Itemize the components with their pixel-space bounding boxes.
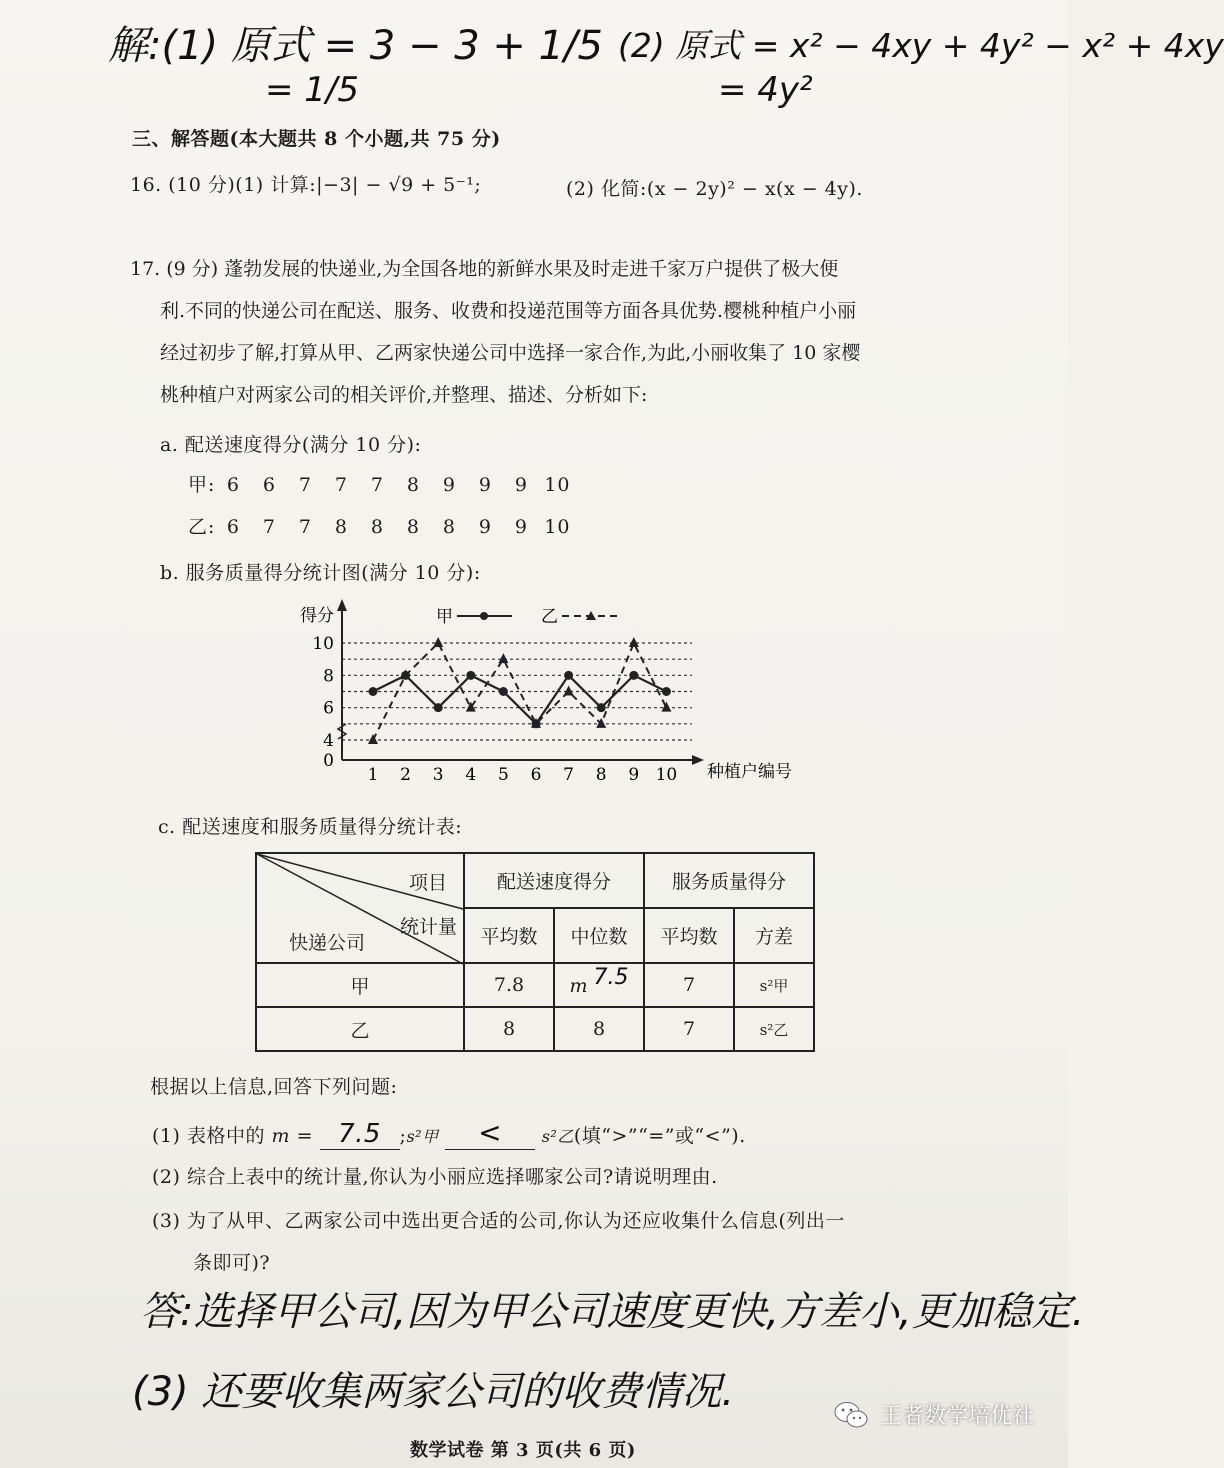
watermark	[834, 1399, 1034, 1430]
s-yi: s²乙	[541, 1127, 574, 1146]
series-jia-point	[597, 703, 606, 712]
score: 8	[406, 474, 420, 496]
question-17-3-line2: 条即可)?	[193, 1252, 271, 1274]
row-median	[554, 963, 644, 1007]
score: 9	[478, 474, 492, 496]
median-symbol: m	[569, 974, 588, 997]
col-median: 中位数	[554, 908, 644, 963]
question-16-part2: (2) 化简:(x − 2y)² − x(x − 4y).	[566, 178, 863, 200]
chart-gridlines	[342, 643, 692, 740]
handwritten-answer-2: 答:选择甲公司,因为甲公司速度更快,方差小,更加稳定.	[140, 1289, 1085, 1335]
series-yi-point	[564, 686, 574, 696]
score: 10	[544, 516, 571, 538]
score: 8	[334, 516, 348, 538]
score: 8	[442, 516, 456, 538]
score: 8	[370, 516, 384, 538]
series-yi-point	[498, 653, 508, 663]
row-service-mean: 7	[644, 1007, 734, 1051]
q1-m: m =	[271, 1125, 313, 1147]
axis-break-icon	[338, 724, 346, 739]
x-tick-label: 2	[400, 765, 412, 785]
q1-suffix: (填“>”“=”或“<”).	[573, 1125, 746, 1147]
handwritten-answer-3: (3) 还要收集两家公司的收费情况.	[132, 1369, 735, 1415]
chart-series	[368, 637, 671, 744]
series-yi-point	[661, 702, 671, 712]
row-service-mean: 7	[644, 963, 734, 1007]
score: 9	[442, 474, 456, 496]
score: 9	[514, 474, 528, 496]
score: 7	[262, 516, 276, 538]
series-jia-point	[564, 671, 573, 680]
series-yi-point	[368, 734, 378, 744]
y-tick-label: 0	[323, 751, 334, 771]
table-row	[256, 1007, 814, 1051]
wechat-icon	[834, 1401, 868, 1429]
score: 9	[478, 516, 492, 538]
group-speed-header: 配送速度得分	[464, 853, 644, 908]
legend-jia-label: 甲	[436, 607, 453, 627]
row-label: 甲:	[188, 474, 216, 496]
x-tick-label: 4	[465, 765, 477, 785]
series-jia-point	[629, 671, 638, 680]
x-tick-label: 8	[595, 765, 607, 785]
intro-line: 经过初步了解,打算从甲、乙两家快递公司中选择一家合作,为此,小丽收集了 10 家樱	[160, 342, 861, 364]
series-jia-point	[369, 687, 378, 696]
score: 7	[334, 474, 348, 496]
x-tick-label: 10	[655, 765, 678, 785]
y-tick-label: 10	[312, 634, 334, 654]
score: 6	[226, 516, 240, 538]
section-title: 三、解答题(本大题共 8 个小题,共 75 分)	[132, 128, 501, 150]
x-tick-label: 9	[628, 765, 640, 785]
col-variance: 方差	[734, 908, 814, 963]
series-jia-point	[466, 671, 475, 680]
series-yi-line	[373, 643, 666, 740]
x-tick-label: 7	[563, 765, 575, 785]
series-yi-point	[629, 637, 639, 647]
table-row	[256, 963, 814, 1007]
row-median: 8	[554, 1007, 644, 1051]
question-17-3-line1: (3) 为了从甲、乙两家公司中选出更合适的公司,你认为还应收集什么信息(列出一	[152, 1210, 845, 1232]
intro-line: 利.不同的快递公司在配送、服务、收费和投递范围等方面各具优势.樱桃种植户小丽	[160, 300, 857, 322]
legend-jia-marker	[480, 612, 488, 620]
series-jia-point	[499, 687, 508, 696]
series-jia-line	[373, 675, 666, 724]
chart-legend	[436, 607, 622, 627]
row-label: 乙:	[188, 516, 216, 538]
part-a-title: a. 配送速度得分(满分 10 分):	[160, 434, 422, 456]
y-tick-label: 4	[323, 731, 334, 751]
chart-ticks	[312, 634, 677, 785]
part-c-title: c. 配送速度和服务质量得分统计表:	[158, 816, 463, 838]
score: 6	[226, 474, 240, 496]
statistics-table	[255, 852, 815, 1052]
q1-prefix: (1) 表格中的	[152, 1125, 265, 1147]
y-tick-label: 6	[323, 698, 334, 719]
x-axis-label: 种植户编号	[707, 762, 792, 782]
score: 7	[298, 474, 312, 496]
blank-m-answer: 7.5	[320, 1119, 400, 1150]
s-jia: s²甲	[406, 1127, 439, 1146]
blank-compare-answer: <	[445, 1116, 535, 1150]
col-mean-service: 平均数	[644, 908, 734, 963]
y-axis-label: 得分	[300, 606, 334, 626]
legend-yi-label: 乙	[541, 607, 558, 627]
row-company: 甲	[256, 963, 464, 1007]
handwritten-solution-16-1-result: = 1/5	[265, 70, 360, 110]
row-variance: s²甲	[734, 963, 814, 1007]
score: 8	[406, 516, 420, 538]
y-axis-arrow	[337, 599, 347, 611]
watermark-text: 王者数学培优社	[879, 1404, 1034, 1429]
row-mean: 7.8	[464, 963, 554, 1007]
row-company: 乙	[256, 1007, 464, 1051]
score: 10	[544, 474, 571, 496]
score: 9	[514, 516, 528, 538]
q1-separator: ;	[399, 1125, 407, 1147]
y-tick-label: 8	[323, 666, 334, 687]
x-axis-arrow	[692, 755, 704, 765]
page-footer: 数学试卷 第 3 页(共 6 页)	[410, 1440, 636, 1461]
handwritten-solution-16-2-result: = 4y²	[718, 70, 813, 110]
group-service-header: 服务质量得分	[644, 853, 814, 908]
service-score-chart	[290, 595, 810, 790]
intro-line: 桃种植户对两家公司的相关评价,并整理、描述、分析如下:	[160, 384, 648, 406]
diagonal-header-cell	[256, 853, 464, 963]
info-line: 根据以上信息,回答下列问题:	[150, 1076, 398, 1098]
row-variance: s²乙	[734, 1007, 814, 1051]
part-b-title: b. 服务质量得分统计图(满分 10 分):	[160, 562, 481, 584]
question-16-part1: 16. (10 分)(1) 计算:|−3| − √9 + 5⁻¹;	[130, 174, 482, 196]
header-company: 快递公司	[289, 932, 366, 954]
question-17-2: (2) 综合上表中的统计量,你认为小丽应选择哪家公司?请说明理由.	[152, 1166, 718, 1188]
header-stat: 统计量	[399, 916, 457, 938]
col-mean-speed: 平均数	[464, 908, 554, 963]
speed-scores-yi	[188, 512, 575, 539]
x-tick-label: 5	[497, 765, 509, 785]
row-mean: 8	[464, 1007, 554, 1051]
series-yi-point	[596, 718, 606, 728]
score: 6	[262, 474, 276, 496]
x-tick-label: 6	[530, 765, 542, 785]
intro-line: 17. (9 分) 蓬勃发展的快递业,为全国各地的新鲜水果及时走进千家万户提供了极大便	[130, 258, 839, 280]
question-17-1	[152, 1116, 746, 1150]
x-tick-label: 3	[432, 765, 444, 785]
series-jia-point	[434, 703, 443, 712]
x-tick-label: 1	[367, 765, 379, 785]
series-jia-point	[662, 687, 671, 696]
question-17-intro	[130, 248, 950, 416]
handwritten-solution-16-2: (2) 原式 = x² − 4xy + 4y² − x² + 4xy	[618, 26, 1224, 65]
handwritten-solution-16-1: 解:(1) 原式 = 3 − 3 + 1/5	[108, 23, 603, 69]
score: 7	[370, 474, 384, 496]
speed-scores-jia	[188, 470, 575, 497]
header-item: 项目	[408, 872, 447, 894]
score: 7	[298, 516, 312, 538]
series-yi-point	[433, 637, 443, 647]
handwritten-median: 7.5	[593, 964, 629, 990]
